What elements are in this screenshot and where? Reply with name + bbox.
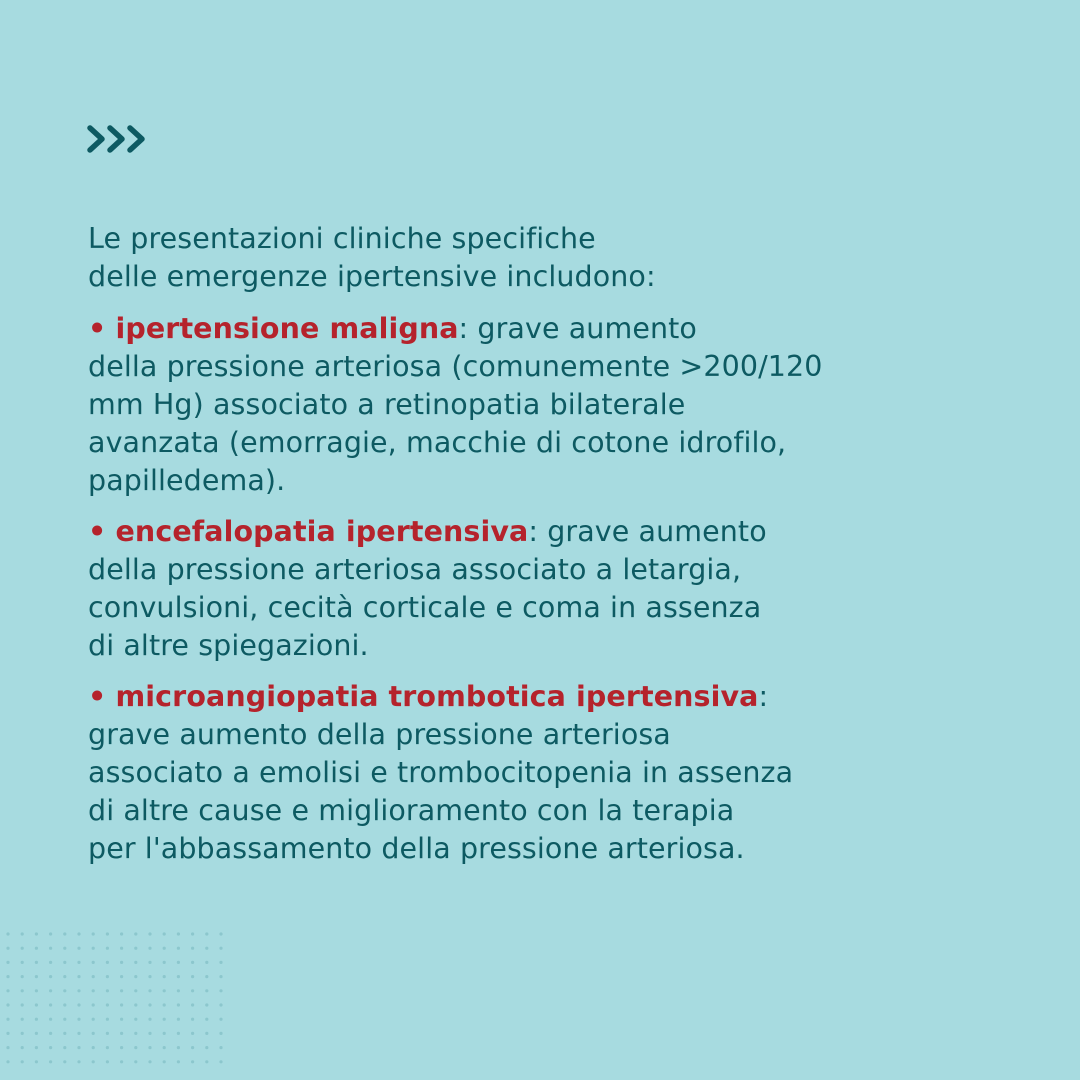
list-item-microangiopatia-trombotica	[88, 678, 1028, 868]
list-item-lead-text: : grave aumento	[528, 515, 767, 548]
pattern-dot	[21, 989, 24, 992]
pattern-dot	[63, 947, 66, 950]
pattern-dot	[134, 1003, 137, 1006]
list-item-term: encefalopatia ipertensiva	[115, 515, 529, 548]
pattern-dot	[63, 1046, 66, 1049]
pattern-dot	[163, 961, 166, 964]
pattern-dot	[191, 975, 194, 978]
pattern-dot	[21, 947, 24, 950]
pattern-dot	[163, 989, 166, 992]
pattern-dot	[63, 961, 66, 964]
pattern-dot	[205, 1018, 208, 1021]
pattern-dot	[35, 1060, 38, 1063]
pattern-dot	[49, 975, 52, 978]
pattern-dot	[148, 1060, 151, 1063]
list-item-term: ipertensione maligna	[115, 312, 459, 345]
pattern-dot	[177, 1032, 180, 1035]
pattern-dot	[35, 1046, 38, 1049]
pattern-dot	[205, 932, 208, 935]
intro-line: delle emergenze ipertensive includono:	[88, 260, 656, 293]
pattern-dot	[77, 1003, 80, 1006]
pattern-dot	[219, 961, 222, 964]
pattern-dot	[63, 989, 66, 992]
list-item-encefalopatia-ipertensiva	[88, 513, 1028, 665]
pattern-dot	[6, 1003, 9, 1006]
pattern-dot	[191, 1003, 194, 1006]
pattern-dot	[92, 932, 95, 935]
pattern-dot	[205, 975, 208, 978]
pattern-dot	[35, 989, 38, 992]
triple-chevron-right-icon	[86, 122, 154, 156]
pattern-dot	[6, 989, 9, 992]
pattern-dot	[92, 975, 95, 978]
pattern-dot	[205, 1046, 208, 1049]
list-item-ipertensione-maligna	[88, 310, 1028, 500]
pattern-dot	[106, 989, 109, 992]
pattern-dot	[63, 975, 66, 978]
pattern-dot	[148, 1032, 151, 1035]
pattern-dot	[35, 1003, 38, 1006]
pattern-dot	[219, 932, 222, 935]
pattern-dot	[134, 1060, 137, 1063]
pattern-dot	[106, 1046, 109, 1049]
pattern-dot	[219, 1003, 222, 1006]
pattern-dot	[134, 1018, 137, 1021]
list-item-line: grave aumento della pressione arteriosa	[88, 718, 671, 751]
list-item-line: della pressione arteriosa (comunemente >200/120	[88, 350, 823, 383]
pattern-dot	[148, 975, 151, 978]
pattern-dot	[92, 1046, 95, 1049]
pattern-dot	[92, 989, 95, 992]
pattern-dot	[191, 989, 194, 992]
pattern-dot	[205, 989, 208, 992]
pattern-dot	[219, 947, 222, 950]
pattern-dot	[205, 961, 208, 964]
pattern-dot	[49, 1032, 52, 1035]
pattern-dot	[177, 975, 180, 978]
pattern-dot	[177, 1060, 180, 1063]
pattern-dot	[6, 1060, 9, 1063]
pattern-dot	[191, 1060, 194, 1063]
pattern-dot	[21, 975, 24, 978]
pattern-dot	[77, 947, 80, 950]
intro-line: Le presentazioni cliniche specifiche	[88, 222, 596, 255]
pattern-dot	[77, 1046, 80, 1049]
pattern-dot	[191, 1032, 194, 1035]
pattern-dot	[177, 1046, 180, 1049]
list-item-lead-text: :	[758, 680, 769, 713]
pattern-dot	[77, 961, 80, 964]
pattern-dot	[35, 1032, 38, 1035]
pattern-dot	[205, 1003, 208, 1006]
pattern-dot	[134, 1046, 137, 1049]
pattern-dot	[21, 961, 24, 964]
pattern-dot	[120, 947, 123, 950]
pattern-dot	[177, 947, 180, 950]
list-item-lead-line	[88, 310, 1028, 348]
pattern-dot	[6, 961, 9, 964]
pattern-dot	[106, 975, 109, 978]
pattern-dot	[77, 1018, 80, 1021]
pattern-dot	[120, 1060, 123, 1063]
pattern-dot	[77, 1060, 80, 1063]
bullet: •	[88, 312, 107, 345]
pattern-dot	[49, 989, 52, 992]
pattern-dot	[106, 1032, 109, 1035]
pattern-dot	[219, 1046, 222, 1049]
pattern-dot	[49, 1003, 52, 1006]
pattern-dot	[177, 1003, 180, 1006]
pattern-dot	[106, 947, 109, 950]
pattern-dot	[120, 1046, 123, 1049]
pattern-dot	[77, 1032, 80, 1035]
pattern-dot	[92, 947, 95, 950]
pattern-dot	[120, 961, 123, 964]
pattern-dot	[163, 1032, 166, 1035]
pattern-dot	[49, 932, 52, 935]
pattern-dot	[21, 932, 24, 935]
bullet: •	[88, 515, 107, 548]
pattern-dot	[205, 947, 208, 950]
pattern-dot	[134, 989, 137, 992]
pattern-dot	[134, 1032, 137, 1035]
pattern-dot	[49, 947, 52, 950]
pattern-dot	[63, 932, 66, 935]
pattern-dot	[120, 1003, 123, 1006]
pattern-dot	[219, 1060, 222, 1063]
list-item-line: avanzata (emorragie, macchie di cotone idrofilo,	[88, 426, 787, 459]
pattern-dot	[49, 1046, 52, 1049]
pattern-dot	[21, 1003, 24, 1006]
pattern-dot	[177, 989, 180, 992]
list-item-line: papilledema).	[88, 464, 286, 497]
pattern-dot	[49, 1018, 52, 1021]
pattern-dot	[134, 932, 137, 935]
pattern-dot	[92, 961, 95, 964]
list-item-line: di altre spiegazioni.	[88, 629, 369, 662]
pattern-dot	[205, 1032, 208, 1035]
pattern-dot	[106, 1060, 109, 1063]
pattern-dot	[6, 1032, 9, 1035]
pattern-dot	[163, 1046, 166, 1049]
pattern-dot	[106, 1018, 109, 1021]
pattern-dot	[163, 932, 166, 935]
list-item-line: di altre cause e miglioramento con la terapia	[88, 794, 735, 827]
pattern-dot	[177, 932, 180, 935]
pattern-dot	[134, 975, 137, 978]
pattern-dot	[148, 1046, 151, 1049]
list-item-lead-line	[88, 678, 1028, 716]
pattern-dot	[92, 1032, 95, 1035]
pattern-dot	[177, 961, 180, 964]
pattern-dot	[21, 1018, 24, 1021]
pattern-dot	[35, 932, 38, 935]
pattern-dot	[92, 1003, 95, 1006]
pattern-dot	[21, 1060, 24, 1063]
pattern-dot	[163, 947, 166, 950]
pattern-dot	[21, 1046, 24, 1049]
list-item-line: della pressione arteriosa associato a letargia,	[88, 553, 742, 586]
pattern-dot	[163, 1018, 166, 1021]
pattern-dot	[191, 1018, 194, 1021]
bullet: •	[88, 680, 107, 713]
pattern-dot	[6, 1046, 9, 1049]
pattern-dot	[21, 1032, 24, 1035]
pattern-dot	[77, 975, 80, 978]
pattern-dot	[63, 1032, 66, 1035]
list-item-lead-line	[88, 513, 1028, 551]
pattern-dot	[6, 975, 9, 978]
pattern-dot	[219, 1032, 222, 1035]
pattern-dot	[120, 975, 123, 978]
pattern-dot	[148, 1003, 151, 1006]
pattern-dot	[191, 932, 194, 935]
intro-paragraph	[88, 220, 1028, 296]
pattern-dot	[106, 961, 109, 964]
pattern-dot	[148, 1018, 151, 1021]
pattern-dot	[163, 975, 166, 978]
pattern-dot	[163, 1060, 166, 1063]
pattern-dot	[163, 1003, 166, 1006]
pattern-dot	[35, 961, 38, 964]
pattern-dot	[134, 961, 137, 964]
pattern-dot	[219, 989, 222, 992]
pattern-dot	[77, 989, 80, 992]
pattern-dot	[148, 932, 151, 935]
pattern-dot	[191, 961, 194, 964]
pattern-dot	[148, 947, 151, 950]
pattern-dot	[63, 1003, 66, 1006]
dot-grid-pattern	[0, 926, 230, 1076]
pattern-dot	[219, 975, 222, 978]
pattern-dot	[191, 1046, 194, 1049]
pattern-dot	[120, 1018, 123, 1021]
pattern-dot	[120, 989, 123, 992]
pattern-dot	[120, 932, 123, 935]
list-item-line: per l'abbassamento della pressione arteriosa.	[88, 832, 745, 865]
pattern-dot	[49, 1060, 52, 1063]
list-item-term: microangiopatia trombotica ipertensiva	[115, 680, 759, 713]
pattern-dot	[219, 1018, 222, 1021]
pattern-dot	[6, 947, 9, 950]
list-item-lead-text: : grave aumento	[458, 312, 697, 345]
pattern-dot	[49, 961, 52, 964]
pattern-dot	[63, 1060, 66, 1063]
pattern-dot	[77, 932, 80, 935]
pattern-dot	[6, 1018, 9, 1021]
pattern-dot	[63, 1018, 66, 1021]
pattern-dot	[92, 1060, 95, 1063]
pattern-dot	[134, 947, 137, 950]
pattern-dot	[35, 975, 38, 978]
list-item-line: mm Hg) associato a retinopatia bilaterale	[88, 388, 686, 421]
pattern-dot	[35, 947, 38, 950]
pattern-dot	[92, 1018, 95, 1021]
main-content	[88, 220, 1028, 881]
list-item-line: convulsioni, cecità corticale e coma in assenza	[88, 591, 762, 624]
list-item-line: associato a emolisi e trombocitopenia in assenza	[88, 756, 794, 789]
pattern-dot	[106, 932, 109, 935]
pattern-dot	[106, 1003, 109, 1006]
pattern-dot	[148, 989, 151, 992]
pattern-dot	[205, 1060, 208, 1063]
pattern-dot	[6, 932, 9, 935]
pattern-dot	[148, 961, 151, 964]
pattern-dot	[35, 1018, 38, 1021]
pattern-dot	[120, 1032, 123, 1035]
pattern-dot	[191, 947, 194, 950]
pattern-dot	[177, 1018, 180, 1021]
